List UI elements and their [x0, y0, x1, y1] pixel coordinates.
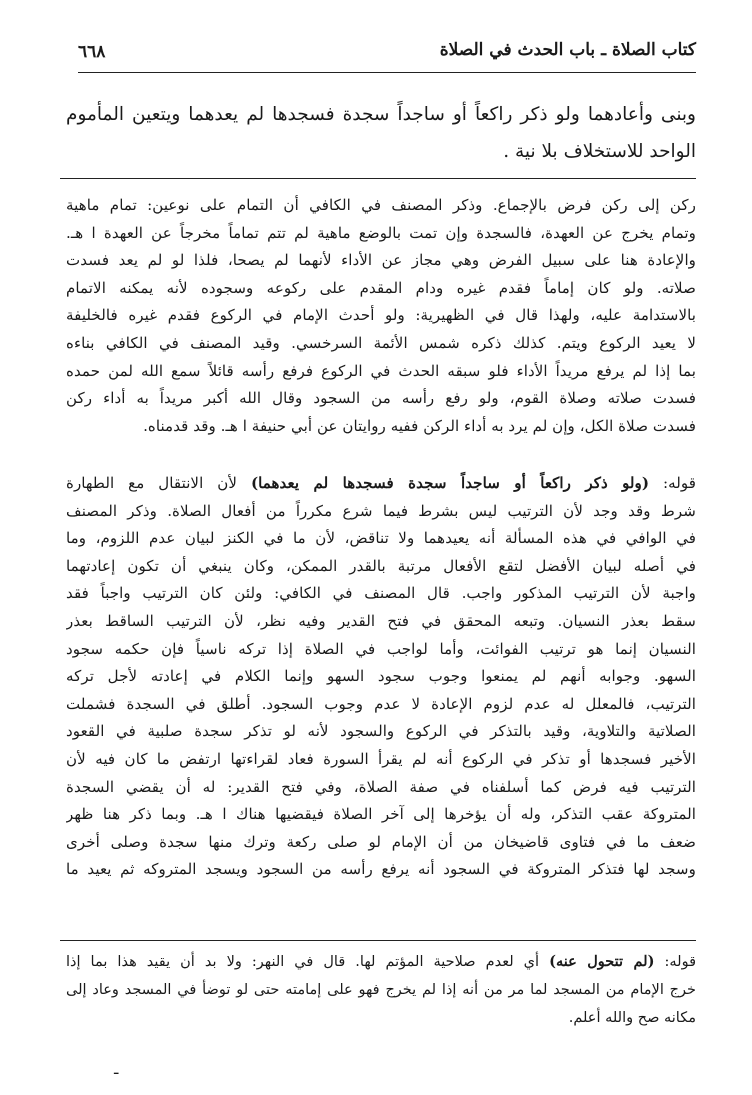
main-text-line: الواحد للاستخلاف بلا نية . [503, 141, 696, 162]
lemma-quote: (ولو ذكر راكعاً أو ساجداً سجدة فسجدها لم يعدهما) [250, 474, 650, 492]
commentary-line: واجبة لأن الترتيب المذكور واجب. قال المصنف في الكافي: ولئن كان الترتيب واجباً فقد [66, 584, 696, 603]
commentary-line: ضعف ما في فتاوى قاضيخان من أن الإمام لو صلى ركعة وترك منها سجدة وصلى أخرى [66, 832, 696, 851]
main-text-line: وبنى وأعادهما ولو ذكر راكعاً أو ساجداً سجدة فسجدها لم يعدهما ويتعين المأموم [66, 104, 696, 125]
commentary-line: الصلاتية والتلاوية، وقيد بالتذكر في الركوع والسجود لأنه لو تذكر سجدة صلبية في القعود [66, 722, 696, 741]
commentary-line: في الوافي في هذه المسألة أنه يعيدهما ولا تناقض، لأن ما في الكنز لبيان عدم اللزوم، وما [66, 529, 696, 548]
footnote [66, 948, 696, 1032]
footnote-line: خرج الإمام من المسجد لما مر من أنه إذا لم يخرج فهو على إمامته حتى لو توضأ في المسجد وعاد إلى [66, 981, 696, 998]
commentary-line: الترتيب فيه فرض كما أسلفناه في صفة الصلاة، وفي فتح القدير: له أن يقضي السجدة [66, 777, 696, 796]
footnote-line: مكانه صح والله أعلم. [568, 1009, 696, 1026]
lemma-continuation: أي لعدم صلاحية المؤتم لها. قال في النهر: ولا بد أن يقيد هذا بما إذا [66, 954, 550, 970]
bottom-mark: ـ [114, 1060, 119, 1078]
lemma-prefix: قوله: [649, 474, 696, 492]
commentary-line: لا يعيد الركوع ويتم. كذلك ذكره شمس الأئمة السرخسي. وقيد المصنف في الكافي بناءه [66, 333, 696, 352]
commentary-line: فسدت صلاته وصلاة القوم، ولو رفع رأسه من السجود وقال الله أكبر مريداً به أداء ركن [66, 389, 696, 408]
lemma-continuation: لأن الانتقال مع الطهارة [66, 474, 251, 492]
main-text [66, 96, 696, 170]
commentary-line: وتمام يخرج عن العهدة، فالسجدة وإن تمت بالوضع ماهية لم تتم تماماً مخرجاً عن العهدة ا هـ. [66, 223, 696, 242]
commentary-line: الأخير فسجدها أو تذكر في الركوع أنه لم يقرأ السورة فعاد لقراءتها ارتفض ما كان فيه لأن [66, 749, 696, 768]
commentary-line: المتروكة عقب التذكر، وله أن يؤخرها إلى آخر الصلاة فيقضيها هناك ا هـ. وبما ذكر هنا ظهر [66, 805, 696, 824]
divider-footnote [60, 940, 696, 941]
commentary-line [66, 470, 696, 498]
commentary-line: شرط وقد وجد لأن الترتيب ليس بشرط فيما شرع مكرراً من أفعال الصلاة. وذكر المصنف [66, 501, 696, 520]
commentary-line: في أصله لبيان الأفضل لتقع الأفعال مرتبة بالقدر الممكن، وكان ينبغي أن تكون إعادتهما [66, 556, 696, 575]
footnote-line [66, 948, 696, 977]
commentary-line: بالاستدامة عليه، ولهذا قال في الظهيرية: ولو أحدث الإمام في الركوع فقدم غيره فالخليفة [66, 306, 696, 325]
divider-main-commentary [60, 178, 696, 179]
commentary-line: الترتيب، فالمعلل له عدم لزوم الإعادة لا عدم وجوب السجود. أطلق في السجدة فشملت [66, 694, 696, 713]
page-header [78, 36, 696, 73]
commentary-line: ركن إلى ركن فرض بالإجماع. وذكر المصنف في الكافي أن التمام على نوعين: تمام ماهية [66, 196, 696, 214]
lemma-quote: (لم تتحول عنه) [549, 953, 655, 970]
commentary-line: النسيان إنما هو ترتيب الفوائت، وأما لواجب في الصلاة إذا تركه ناسياً فإن حكمه سجود [66, 639, 696, 658]
commentary-paragraph-1 [66, 192, 696, 440]
commentary-line: وسجد لها فتذكر المتروكة في السجود أنه يرفع رأسه من السجود ويسجد المتروكه ثم يعيد ما [66, 860, 696, 879]
commentary-line: فسدت صلاة الكل، وإن لم يرد به أداء الركن ففيه روايتان عن أبي حنيفة ا هـ. وقد قدمناه. [143, 416, 696, 435]
running-head: كتاب الصلاة ـ باب الحدث في الصلاة [439, 40, 696, 60]
commentary-line: السهو. وجوابه أنهم لم يمنعوا وجوب سجود السهو وإنما الكلام في إعادته لأجل تركه [66, 667, 696, 686]
page-number: ٦٦٨ [78, 42, 106, 62]
commentary-line: بما إذا لم يرفع مريداً الأداء فلو سبقه الحدث في الركوع فرفع رأسه قائلاً سمع الله لمن حمده [66, 361, 696, 380]
commentary-line: صلاته. ولو كان إماماً فقدم غيره ودام المقدم على ركوعه وسجوده لأنه يمكنه الاتمام [66, 278, 696, 297]
commentary-paragraph-2 [66, 470, 696, 884]
commentary-line: والإعادة هنا على سبيل الفرض وهي مجاز عن الأداء لأنهما لم يصحا، فلذا لو لم يعد فسدت [66, 251, 696, 270]
lemma-prefix: قوله: [654, 954, 696, 970]
commentary-line: سقط بعذر النسيان. وتبعه المحقق في فتح القدير وفيه نظر، لأن الترتيب الساقط بعذر [66, 611, 696, 630]
